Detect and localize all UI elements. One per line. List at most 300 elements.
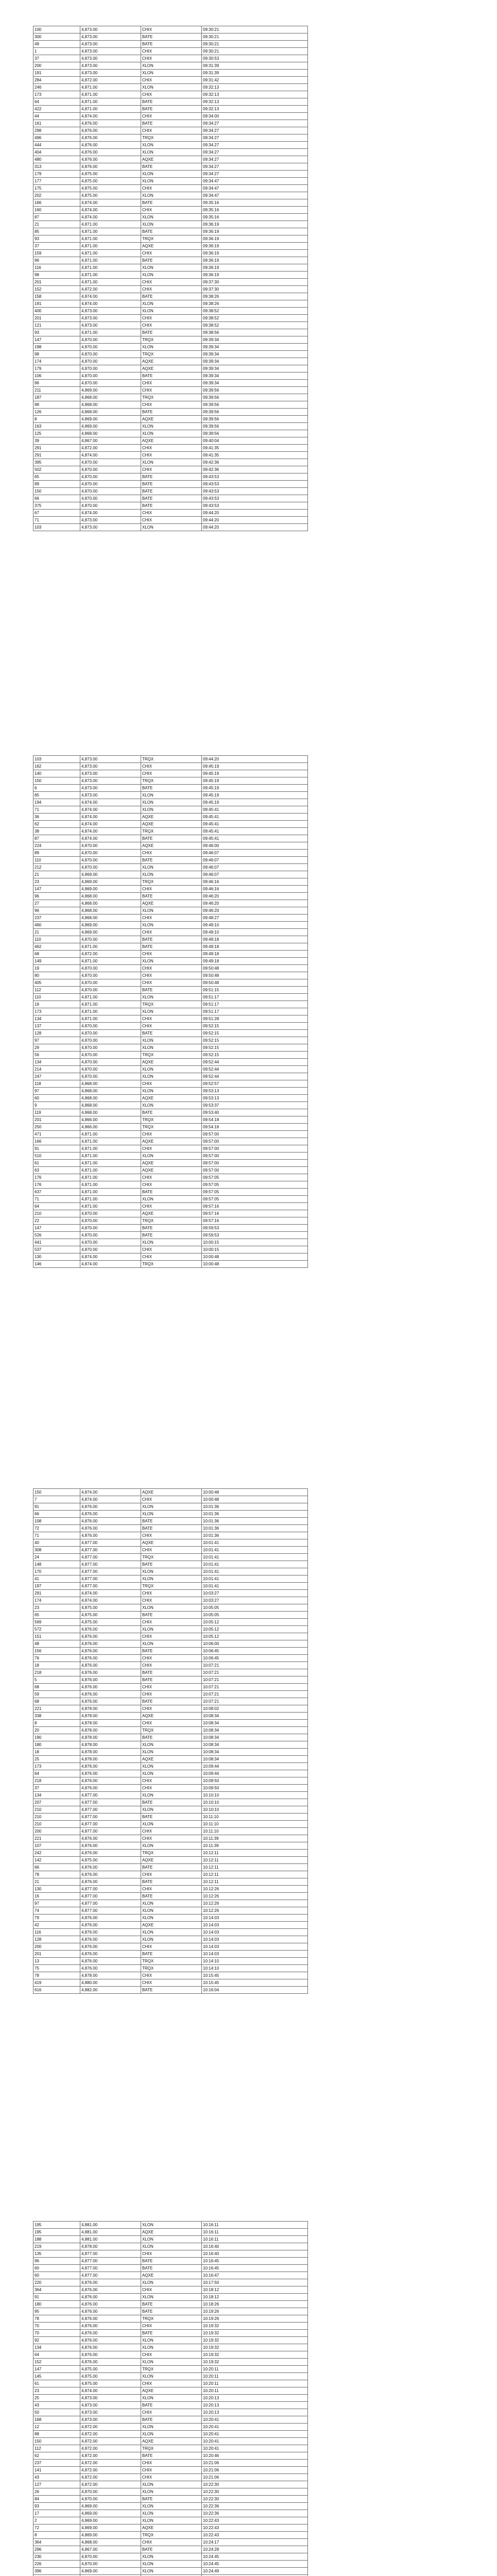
- quantity-cell: 88: [33, 2431, 80, 2438]
- price-cell: 4,870.00: [80, 488, 141, 495]
- time-cell: 10:21:06: [202, 2474, 308, 2481]
- table-row: [33, 286, 308, 293]
- table-row: [33, 430, 308, 437]
- price-cell: 4,881.00: [80, 2222, 141, 2229]
- venue-cell: BATE: [141, 1189, 202, 1196]
- venue-cell: XLON: [141, 2344, 202, 2351]
- quantity-cell: 396: [33, 2568, 80, 2575]
- table-row: [33, 2330, 308, 2337]
- price-cell: 4,876.00: [80, 2315, 141, 2323]
- time-cell: 09:39:56: [202, 423, 308, 430]
- quantity-cell: 49: [33, 41, 80, 48]
- time-cell: 09:36:19: [202, 257, 308, 264]
- quantity-cell: 616: [33, 1987, 80, 1994]
- quantity-cell: 174: [33, 358, 80, 365]
- price-cell: 4,873.00: [80, 322, 141, 329]
- time-cell: 09:32:13: [202, 84, 308, 91]
- time-cell: 09:52:15: [202, 1044, 308, 1052]
- quantity-cell: 61: [33, 1160, 80, 1167]
- time-cell: 10:00:48: [202, 1253, 308, 1261]
- venue-cell: XLON: [141, 308, 202, 315]
- price-cell: 4,870.00: [80, 1052, 141, 1059]
- table-row: [33, 1532, 308, 1539]
- price-cell: 4,875.00: [80, 171, 141, 178]
- table-row: [33, 1189, 308, 1196]
- time-cell: 10:11:39: [202, 1835, 308, 1842]
- table-row: [33, 965, 308, 972]
- price-cell: 4,874.00: [80, 835, 141, 842]
- time-cell: 09:38:26: [202, 300, 308, 308]
- price-cell: 4,876.00: [80, 1929, 141, 1936]
- quantity-cell: 247: [33, 1073, 80, 1080]
- price-cell: 4,870.00: [80, 473, 141, 481]
- venue-cell: CHIX: [141, 2460, 202, 2467]
- price-cell: 4,877.00: [80, 1814, 141, 1821]
- time-cell: 09:57:00: [202, 1167, 308, 1174]
- quantity-cell: 23: [33, 2387, 80, 2395]
- time-cell: 09:38:52: [202, 308, 308, 315]
- quantity-cell: 537: [33, 1246, 80, 1253]
- table-row: [33, 2467, 308, 2474]
- quantity-cell: 150: [33, 2438, 80, 2445]
- time-cell: 10:00:15: [202, 1246, 308, 1253]
- price-cell: 4,874.00: [80, 2387, 141, 2395]
- time-cell: 09:43:53: [202, 502, 308, 510]
- quantity-cell: 76: [33, 1655, 80, 1662]
- time-cell: 09:34:27: [202, 149, 308, 156]
- quantity-cell: 198: [33, 344, 80, 351]
- time-cell: 09:34:27: [202, 134, 308, 142]
- price-cell: 4,876.00: [80, 1691, 141, 1698]
- venue-cell: AQXE: [141, 437, 202, 445]
- venue-cell: XLON: [141, 1806, 202, 1814]
- quantity-cell: 405: [33, 979, 80, 987]
- price-cell: 4,873.00: [80, 785, 141, 792]
- price-cell: 4,876.00: [80, 2294, 141, 2301]
- table-row: [33, 1893, 308, 1900]
- price-cell: 4,870.00: [80, 358, 141, 365]
- quantity-cell: 97: [33, 1900, 80, 1907]
- quantity-cell: 151: [33, 1633, 80, 1640]
- quantity-cell: 9: [33, 1102, 80, 1109]
- quantity-cell: 422: [33, 106, 80, 113]
- quantity-cell: 50: [33, 2409, 80, 2416]
- quantity-cell: 128: [33, 1936, 80, 1943]
- table-row: [33, 922, 308, 929]
- quantity-cell: 60: [33, 2265, 80, 2272]
- time-cell: 09:39:56: [202, 387, 308, 394]
- table-row: [33, 488, 308, 495]
- venue-cell: XLON: [141, 84, 202, 91]
- quantity-cell: 284: [33, 77, 80, 84]
- time-cell: 10:20:41: [202, 2438, 308, 2445]
- quantity-cell: 221: [33, 1705, 80, 1713]
- price-cell: 4,876.00: [80, 1662, 141, 1669]
- table-row: [33, 2272, 308, 2279]
- table-row: [33, 2409, 308, 2416]
- venue-cell: AQXE: [141, 2229, 202, 2236]
- quantity-cell: 21: [33, 221, 80, 228]
- time-cell: 09:51:15: [202, 987, 308, 994]
- table-row: [33, 401, 308, 409]
- venue-cell: XLON: [141, 1568, 202, 1575]
- table-row: [33, 1217, 308, 1225]
- table-row: [33, 394, 308, 401]
- quantity-cell: 291: [33, 445, 80, 452]
- time-cell: 09:34:27: [202, 156, 308, 163]
- price-cell: 4,876.00: [80, 1511, 141, 1518]
- price-cell: 4,869.00: [80, 871, 141, 878]
- table-row: [33, 2517, 308, 2524]
- price-cell: 4,874.00: [80, 207, 141, 214]
- time-cell: 09:45:41: [202, 814, 308, 821]
- time-cell: 10:01:41: [202, 1539, 308, 1547]
- table-row: [33, 1181, 308, 1189]
- price-cell: 4,871.00: [80, 1189, 141, 1196]
- venue-cell: BATE: [141, 1669, 202, 1676]
- time-cell: 10:20:11: [202, 2366, 308, 2373]
- venue-cell: BATE: [141, 163, 202, 171]
- venue-cell: BATE: [141, 1225, 202, 1232]
- time-cell: 09:42:36: [202, 466, 308, 473]
- price-cell: 4,867.00: [80, 437, 141, 445]
- price-cell: 4,871.00: [80, 106, 141, 113]
- table-row: [33, 387, 308, 394]
- time-cell: 09:52:15: [202, 1030, 308, 1037]
- venue-cell: AQXE: [141, 365, 202, 372]
- table-row: [33, 2222, 308, 2229]
- quantity-cell: 96: [33, 2258, 80, 2265]
- table-row: [33, 62, 308, 70]
- table-row: [33, 2380, 308, 2387]
- venue-cell: BATE: [141, 33, 202, 41]
- table-row: [33, 2308, 308, 2315]
- price-cell: 4,871.00: [80, 1015, 141, 1023]
- quantity-cell: 64: [33, 1203, 80, 1210]
- table-row: [33, 1842, 308, 1850]
- quantity-cell: 191: [33, 300, 80, 308]
- table-row: [33, 452, 308, 459]
- time-cell: 10:12:26: [202, 1907, 308, 1914]
- price-cell: 4,876.00: [80, 149, 141, 156]
- price-cell: 4,873.00: [80, 792, 141, 799]
- price-cell: 4,870.00: [80, 2488, 141, 2496]
- table-row: [33, 828, 308, 835]
- time-cell: 09:52:57: [202, 1080, 308, 1088]
- venue-cell: XLON: [141, 1770, 202, 1777]
- time-cell: 10:01:41: [202, 1583, 308, 1590]
- price-cell: 4,876.00: [80, 1525, 141, 1532]
- price-cell: 4,870.00: [80, 936, 141, 943]
- venue-cell: CHIX: [141, 113, 202, 120]
- venue-cell: CHIX: [141, 91, 202, 98]
- quantity-cell: 66: [33, 1511, 80, 1518]
- table-row: [33, 987, 308, 994]
- time-cell: 10:19:32: [202, 2351, 308, 2359]
- table-row: [33, 1929, 308, 1936]
- venue-cell: AQXE: [141, 1160, 202, 1167]
- price-cell: 4,878.00: [80, 1741, 141, 1749]
- price-cell: 4,875.00: [80, 1604, 141, 1612]
- price-cell: 4,871.00: [80, 1196, 141, 1203]
- table-row: [33, 495, 308, 502]
- price-cell: 4,875.00: [80, 1857, 141, 1864]
- table-row: [33, 1575, 308, 1583]
- venue-cell: BATE: [141, 2402, 202, 2409]
- time-cell: 09:38:52: [202, 315, 308, 322]
- venue-cell: BATE: [141, 2452, 202, 2460]
- time-cell: 09:57:00: [202, 1160, 308, 1167]
- venue-cell: AQXE: [141, 416, 202, 423]
- venue-cell: CHIX: [141, 26, 202, 33]
- table-row: [33, 1705, 308, 1713]
- time-cell: 10:19:26: [202, 2315, 308, 2323]
- venue-cell: CHIX: [141, 2351, 202, 2359]
- time-cell: 10:08:34: [202, 1720, 308, 1727]
- table-row: [33, 1965, 308, 1972]
- table-row: [33, 358, 308, 365]
- quantity-cell: 22: [33, 1217, 80, 1225]
- price-cell: 4,870.00: [80, 1225, 141, 1232]
- quantity-cell: 168: [33, 2416, 80, 2424]
- quantity-cell: 526: [33, 1232, 80, 1239]
- time-cell: 09:44:20: [202, 510, 308, 517]
- price-cell: 4,872.00: [80, 2424, 141, 2431]
- table-row: [33, 1936, 308, 1943]
- time-cell: 09:52:15: [202, 1037, 308, 1044]
- quantity-cell: 97: [33, 1088, 80, 1095]
- price-cell: 4,878.00: [80, 1749, 141, 1756]
- time-cell: 09:49:10: [202, 922, 308, 929]
- table-row: [33, 1153, 308, 1160]
- venue-cell: XLON: [141, 2222, 202, 2229]
- table-row: [33, 2539, 308, 2546]
- venue-cell: BATE: [141, 2301, 202, 2308]
- table-row: [33, 1203, 308, 1210]
- price-cell: 4,874.00: [80, 821, 141, 828]
- price-cell: 4,868.00: [80, 1095, 141, 1102]
- venue-cell: XLON: [141, 1604, 202, 1612]
- price-cell: 4,871.00: [80, 1131, 141, 1138]
- quantity-cell: 135: [33, 2250, 80, 2258]
- quantity-cell: 419: [33, 1979, 80, 1987]
- time-cell: 09:45:41: [202, 835, 308, 842]
- quantity-cell: 2: [33, 2517, 80, 2524]
- table-row: [33, 70, 308, 77]
- venue-cell: BATE: [141, 1648, 202, 1655]
- table-row: [33, 1785, 308, 1792]
- table-row: [33, 1568, 308, 1575]
- venue-cell: XLON: [141, 171, 202, 178]
- time-cell: 10:20:41: [202, 2445, 308, 2452]
- quantity-cell: 71: [33, 1532, 80, 1539]
- table-row: [33, 459, 308, 466]
- price-cell: 4,873.00: [80, 48, 141, 55]
- venue-cell: TRQX: [141, 1554, 202, 1561]
- quantity-cell: 97: [33, 1037, 80, 1044]
- quantity-cell: 569: [33, 1619, 80, 1626]
- venue-cell: CHIX: [141, 1145, 202, 1153]
- table-row: [33, 1232, 308, 1239]
- table-row: [33, 1987, 308, 1994]
- venue-cell: XLON: [141, 806, 202, 814]
- price-cell: 4,871.00: [80, 1138, 141, 1145]
- time-cell: 09:39:56: [202, 401, 308, 409]
- quantity-cell: 201: [33, 279, 80, 286]
- time-cell: 10:22:43: [202, 2532, 308, 2539]
- price-cell: 4,869.00: [80, 2517, 141, 2524]
- price-cell: 4,870.00: [80, 502, 141, 510]
- venue-cell: TRQX: [141, 2445, 202, 2452]
- quantity-cell: 98: [33, 351, 80, 358]
- trades-table-block-3: [33, 1488, 306, 1994]
- table-row: [33, 1131, 308, 1138]
- time-cell: 10:24:28: [202, 2546, 308, 2553]
- table-row: [33, 2481, 308, 2488]
- time-cell: 10:24:45: [202, 2553, 308, 2561]
- time-cell: 09:39:34: [202, 358, 308, 365]
- price-cell: 4,876.00: [80, 1763, 141, 1770]
- venue-cell: XLON: [141, 1239, 202, 1246]
- time-cell: 09:51:17: [202, 1001, 308, 1008]
- price-cell: 4,874.00: [80, 814, 141, 821]
- venue-cell: CHIX: [141, 1720, 202, 1727]
- quantity-cell: 174: [33, 1597, 80, 1604]
- time-cell: 10:00:48: [202, 1261, 308, 1268]
- time-cell: 10:20:13: [202, 2409, 308, 2416]
- quantity-cell: 291: [33, 452, 80, 459]
- quantity-cell: 226: [33, 2561, 80, 2568]
- venue-cell: CHIX: [141, 1246, 202, 1253]
- quantity-cell: 96: [33, 380, 80, 387]
- venue-cell: CHIX: [141, 380, 202, 387]
- venue-cell: XLON: [141, 1640, 202, 1648]
- price-cell: 4,872.00: [80, 2460, 141, 2467]
- quantity-cell: 74: [33, 1907, 80, 1914]
- table-row: [33, 466, 308, 473]
- price-cell: 4,871.00: [80, 257, 141, 264]
- quantity-cell: 150: [33, 1489, 80, 1496]
- price-cell: 4,877.00: [80, 1568, 141, 1575]
- quantity-cell: 166: [33, 199, 80, 207]
- quantity-cell: 152: [33, 2359, 80, 2366]
- venue-cell: CHIX: [141, 2286, 202, 2294]
- price-cell: 4,876.00: [80, 1850, 141, 1857]
- table-row: [33, 2424, 308, 2431]
- time-cell: 10:20:11: [202, 2387, 308, 2395]
- quantity-cell: 70: [33, 2323, 80, 2330]
- time-cell: 09:57:00: [202, 1138, 308, 1145]
- time-cell: 09:39:56: [202, 430, 308, 437]
- quantity-cell: 63: [33, 1167, 80, 1174]
- time-cell: 10:05:12: [202, 1633, 308, 1640]
- quantity-cell: 1: [33, 48, 80, 55]
- venue-cell: CHIX: [141, 770, 202, 777]
- venue-cell: BATE: [141, 1109, 202, 1116]
- price-cell: 4,876.00: [80, 2359, 141, 2366]
- quantity-cell: 212: [33, 864, 80, 871]
- venue-cell: CHIX: [141, 1871, 202, 1878]
- price-cell: 4,874.00: [80, 1597, 141, 1604]
- quantity-cell: 21: [33, 929, 80, 936]
- time-cell: 09:30:21: [202, 41, 308, 48]
- price-cell: 4,874.00: [80, 1489, 141, 1496]
- time-cell: 10:10:10: [202, 1799, 308, 1806]
- quantity-cell: 110: [33, 857, 80, 864]
- price-cell: 4,870.00: [80, 481, 141, 488]
- price-cell: 4,871.00: [80, 1160, 141, 1167]
- venue-cell: CHIX: [141, 452, 202, 459]
- table-row: [33, 792, 308, 799]
- price-cell: 4,870.00: [80, 1246, 141, 1253]
- venue-cell: CHIX: [141, 2467, 202, 2474]
- table-row: [33, 2474, 308, 2481]
- time-cell: 09:37:30: [202, 279, 308, 286]
- venue-cell: BATE: [141, 41, 202, 48]
- price-cell: 4,869.00: [80, 2532, 141, 2539]
- price-cell: 4,871.00: [80, 98, 141, 106]
- table-row: [33, 1914, 308, 1922]
- trades-table: [33, 26, 308, 531]
- venue-cell: CHIX: [141, 1203, 202, 1210]
- price-cell: 4,873.00: [80, 70, 141, 77]
- table-row: [33, 821, 308, 828]
- venue-cell: BATE: [141, 1893, 202, 1900]
- venue-cell: CHIX: [141, 1590, 202, 1597]
- quantity-cell: 87: [33, 214, 80, 221]
- quantity-cell: 175: [33, 185, 80, 192]
- venue-cell: BATE: [141, 2496, 202, 2503]
- venue-cell: CHIX: [141, 48, 202, 55]
- time-cell: 09:57:16: [202, 1217, 308, 1225]
- time-cell: 09:53:40: [202, 1109, 308, 1116]
- venue-cell: BATE: [141, 1878, 202, 1886]
- price-cell: 4,876.00: [80, 1864, 141, 1871]
- venue-cell: XLON: [141, 1626, 202, 1633]
- table-row: [33, 257, 308, 264]
- time-cell: 09:59:53: [202, 1232, 308, 1239]
- table-row: [33, 163, 308, 171]
- trades-table-block-4: [33, 2221, 306, 2576]
- table-row: [33, 1044, 308, 1052]
- table-row: [33, 777, 308, 785]
- table-row: [33, 1511, 308, 1518]
- quantity-cell: 18: [33, 1662, 80, 1669]
- table-row: [33, 127, 308, 134]
- venue-cell: TRQX: [141, 1217, 202, 1225]
- time-cell: 10:14:03: [202, 1951, 308, 1958]
- venue-cell: XLON: [141, 1936, 202, 1943]
- quantity-cell: 146: [33, 1261, 80, 1268]
- price-cell: 4,877.00: [80, 1828, 141, 1835]
- venue-cell: XLON: [141, 1511, 202, 1518]
- quantity-cell: 71: [33, 806, 80, 814]
- quantity-cell: 66: [33, 1864, 80, 1871]
- venue-cell: XLON: [141, 1792, 202, 1799]
- time-cell: 09:51:28: [202, 1015, 308, 1023]
- time-cell: 09:52:44: [202, 1059, 308, 1066]
- table-row: [33, 770, 308, 777]
- venue-cell: TRQX: [141, 1001, 202, 1008]
- quantity-cell: 400: [33, 308, 80, 315]
- price-cell: 4,876.00: [80, 1655, 141, 1662]
- table-row: [33, 1583, 308, 1590]
- quantity-cell: 210: [33, 1210, 80, 1217]
- time-cell: 09:54:18: [202, 1124, 308, 1131]
- venue-cell: XLON: [141, 1196, 202, 1203]
- table-row: [33, 1727, 308, 1734]
- venue-cell: AQXE: [141, 1059, 202, 1066]
